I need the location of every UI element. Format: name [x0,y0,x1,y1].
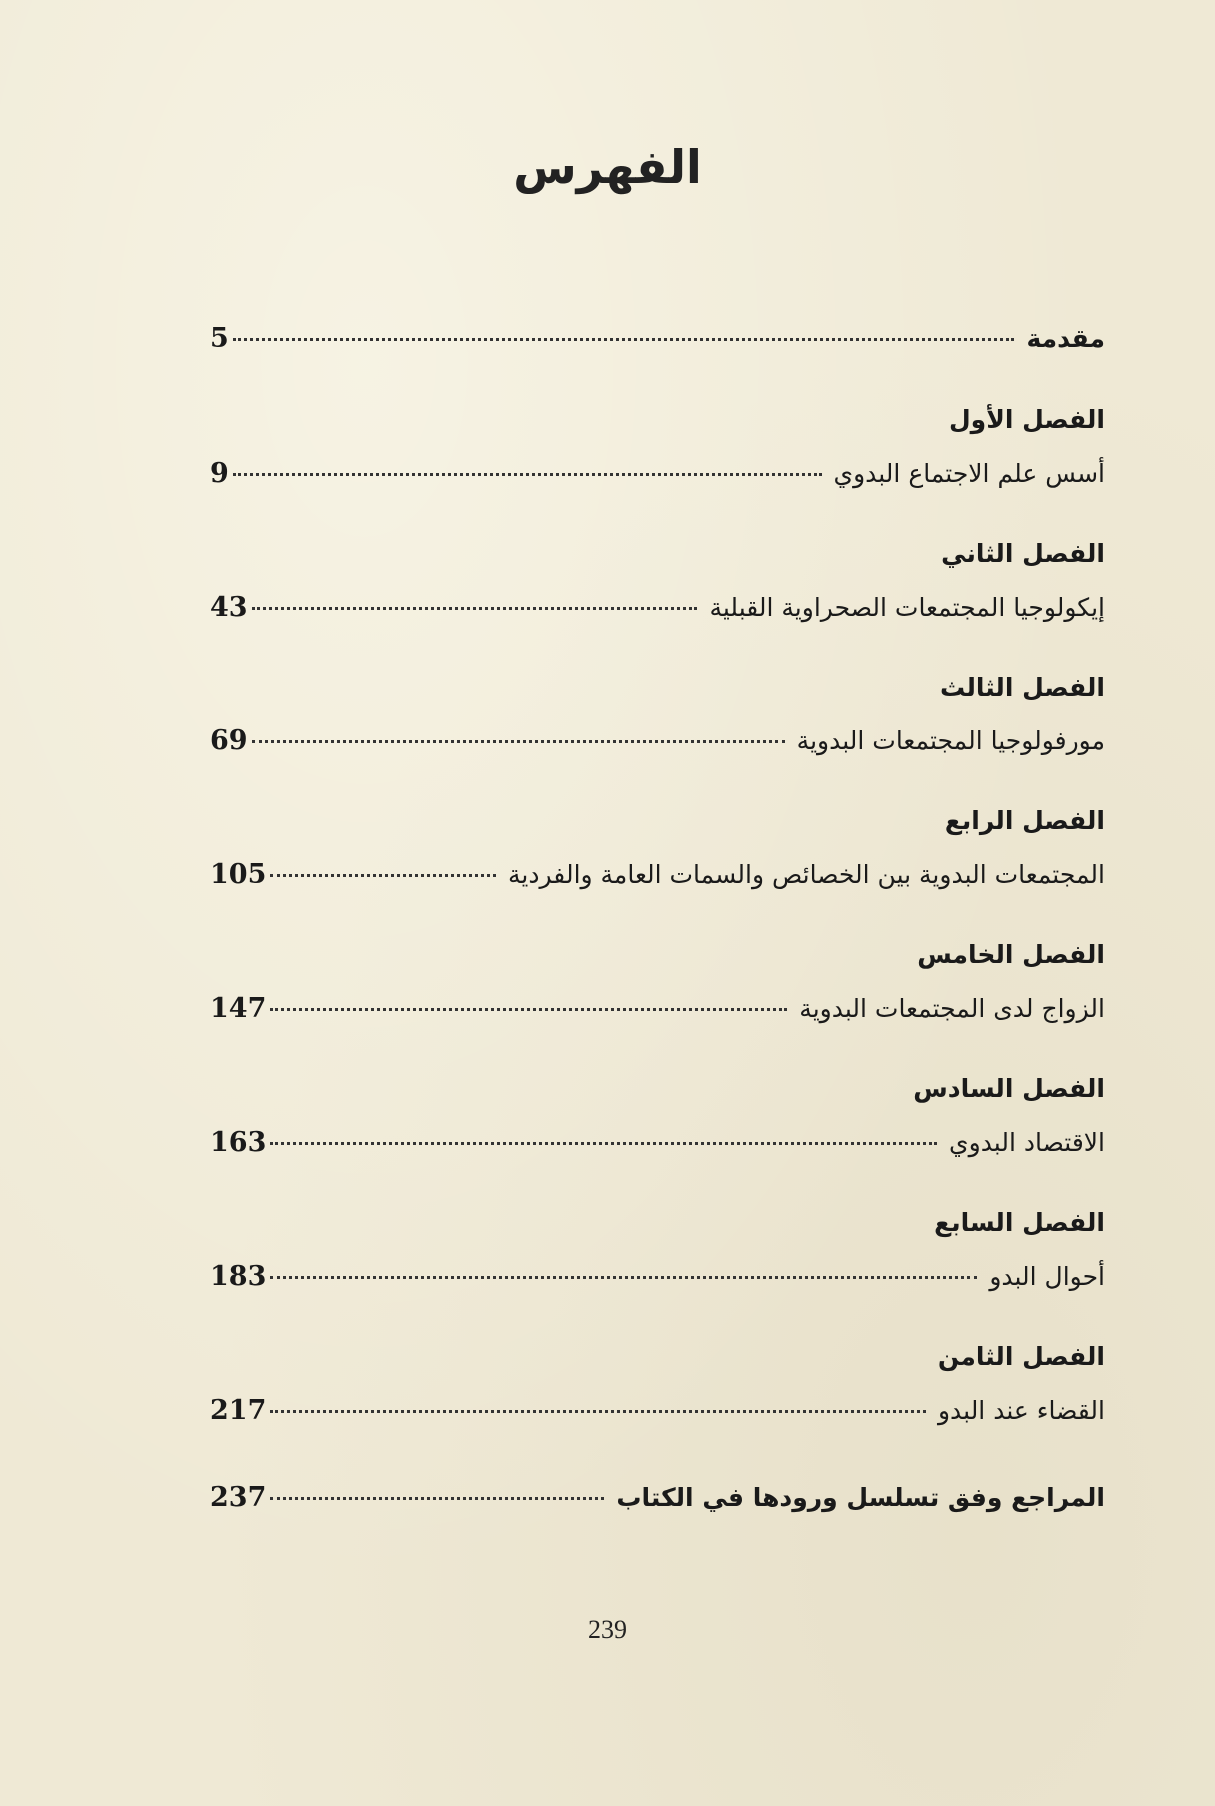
toc-entry[interactable] [210,458,1105,498]
toc-entry-page: 237 [210,1482,267,1513]
chapter-heading: الفصل السابع [934,1208,1105,1237]
toc-entry[interactable] [210,592,1105,632]
table-of-contents [210,0,1105,1600]
toc-entry-label: أسس علم الاجتماع البدوي [833,459,1105,488]
toc-entry-page: 43 [210,592,248,623]
toc-entry[interactable] [210,1395,1105,1435]
chapter-heading: الفصل السادس [913,1074,1105,1103]
dot-leader [252,740,785,743]
page-title: الفهرس [513,140,702,194]
toc-entry[interactable] [210,1261,1105,1301]
dot-leader [270,1142,937,1145]
toc-entry-page: 69 [210,725,248,756]
toc-entry-label: أحوال البدو [989,1262,1105,1291]
toc-entry-label: المراجع وفق تسلسل ورودها في الكتاب [616,1483,1105,1512]
dot-leader [270,1497,604,1500]
toc-entry-intro[interactable] [210,323,1105,363]
dot-leader [270,874,496,877]
chapter-heading: الفصل الأول [948,405,1105,434]
toc-entry-label: إيكولوجيا المجتمعات الصحراوية القبلية [709,593,1105,622]
toc-entry[interactable] [210,1127,1105,1167]
toc-entry-label: مورفولوجيا المجتمعات البدوية [796,726,1105,755]
toc-entry-label: الزواج لدى المجتمعات البدوية [799,994,1105,1023]
dot-leader [270,1008,787,1011]
toc-entry-page: 163 [210,1127,267,1158]
toc-entry-page: 5 [210,323,229,354]
dot-leader [270,1410,926,1413]
page-number: 239 [588,1615,627,1644]
chapter-heading: الفصل الثاني [941,539,1105,568]
toc-entry[interactable] [210,993,1105,1033]
toc-entry-references[interactable] [210,1482,1105,1522]
toc-entry-page: 105 [210,859,267,890]
toc-entry-page: 147 [210,993,267,1024]
dot-leader [252,607,698,610]
dot-leader [270,1276,977,1279]
chapter-heading: الفصل الثامن [937,1342,1105,1371]
chapter-heading: الفصل الثالث [939,673,1105,702]
toc-entry-label: مقدمة [1026,324,1105,353]
toc-entry[interactable] [210,859,1105,899]
toc-entry-page: 9 [210,458,229,489]
chapter-heading: الفصل الخامس [917,940,1105,969]
chapter-heading: الفصل الرابع [944,806,1105,835]
toc-entry-label: القضاء عند البدو [937,1396,1105,1425]
toc-entry-page: 183 [210,1261,267,1292]
dot-leader [233,473,822,476]
toc-entry[interactable] [210,725,1105,765]
toc-entry-label: الاقتصاد البدوي [949,1128,1105,1157]
dot-leader [233,338,1015,341]
toc-entry-page: 217 [210,1395,267,1426]
toc-entry-label: المجتمعات البدوية بين الخصائص والسمات العامة والفردية [508,860,1105,889]
